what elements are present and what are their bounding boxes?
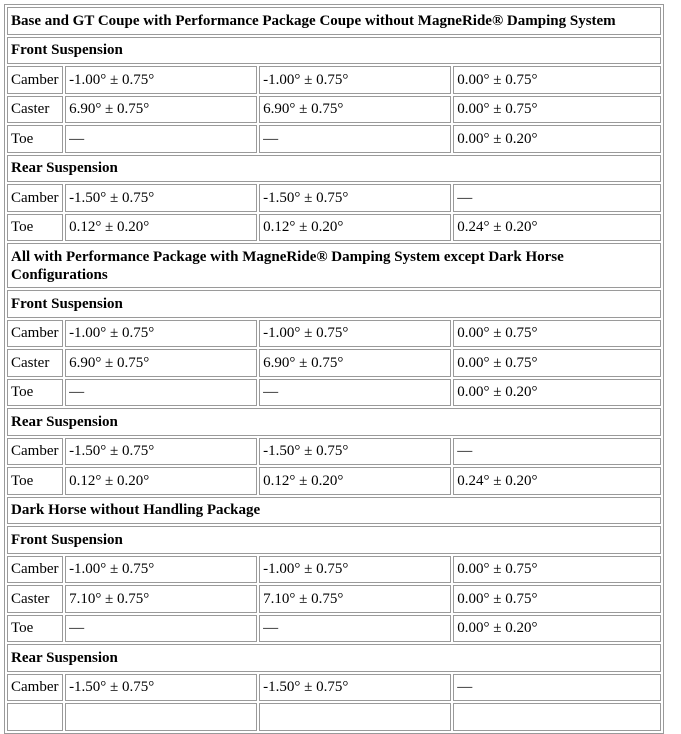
value-cell: 0.00° ± 0.75° <box>453 585 661 613</box>
table-row <box>7 320 661 348</box>
value-cell: 7.10° ± 0.75° <box>259 585 451 613</box>
table-row <box>7 379 661 407</box>
subsection-heading-row <box>7 408 661 436</box>
param-label: Caster <box>7 96 63 124</box>
param-label: Camber <box>7 556 63 584</box>
value-cell: — <box>259 615 451 643</box>
table-row <box>7 556 661 584</box>
value-cell: 0.00° ± 0.75° <box>453 320 661 348</box>
front-suspension-heading: Front Suspension <box>7 526 661 554</box>
value-cell: -1.50° ± 0.75° <box>259 184 451 212</box>
value-cell: — <box>259 125 451 153</box>
value-cell: 0.00° ± 0.75° <box>453 556 661 584</box>
table-row <box>7 674 661 702</box>
value-cell: 0.00° ± 0.20° <box>453 125 661 153</box>
value-cell: — <box>259 379 451 407</box>
table-row <box>7 585 661 613</box>
value-cell <box>453 703 661 731</box>
param-label: Toe <box>7 467 63 495</box>
param-label: Camber <box>7 66 63 94</box>
table-row <box>7 467 661 495</box>
subsection-heading-row <box>7 290 661 318</box>
subsection-heading-row <box>7 37 661 65</box>
value-cell: 0.24° ± 0.20° <box>453 467 661 495</box>
value-cell: 0.12° ± 0.20° <box>65 467 257 495</box>
value-cell: -1.50° ± 0.75° <box>65 438 257 466</box>
param-label: Toe <box>7 125 63 153</box>
value-cell <box>65 703 257 731</box>
value-cell: -1.50° ± 0.75° <box>259 674 451 702</box>
param-label: Toe <box>7 214 63 242</box>
table-row <box>7 214 661 242</box>
value-cell: 0.00° ± 0.20° <box>453 615 661 643</box>
value-cell: -1.50° ± 0.75° <box>65 674 257 702</box>
table-row <box>7 438 661 466</box>
value-cell: 0.00° ± 0.20° <box>453 379 661 407</box>
value-cell: -1.50° ± 0.75° <box>259 438 451 466</box>
value-cell: 6.90° ± 0.75° <box>65 349 257 377</box>
param-label: Toe <box>7 379 63 407</box>
value-cell <box>259 703 451 731</box>
value-cell: — <box>65 615 257 643</box>
value-cell: -1.00° ± 0.75° <box>65 320 257 348</box>
value-cell: -1.00° ± 0.75° <box>259 66 451 94</box>
value-cell: 6.90° ± 0.75° <box>259 349 451 377</box>
subsection-heading-row <box>7 644 661 672</box>
value-cell: — <box>65 379 257 407</box>
value-cell: — <box>453 438 661 466</box>
value-cell: 0.00° ± 0.75° <box>453 349 661 377</box>
value-cell: -1.50° ± 0.75° <box>65 184 257 212</box>
front-suspension-heading: Front Suspension <box>7 37 661 65</box>
table-row <box>7 703 661 731</box>
value-cell: -1.00° ± 0.75° <box>259 320 451 348</box>
value-cell: 0.12° ± 0.20° <box>259 467 451 495</box>
value-cell: 0.00° ± 0.75° <box>453 96 661 124</box>
subsection-heading-row <box>7 526 661 554</box>
config-heading-row <box>7 243 661 288</box>
param-label: Camber <box>7 320 63 348</box>
rear-suspension-heading: Rear Suspension <box>7 155 661 183</box>
param-label: Camber <box>7 674 63 702</box>
value-cell: -1.00° ± 0.75° <box>65 66 257 94</box>
value-cell: 7.10° ± 0.75° <box>65 585 257 613</box>
rear-suspension-heading: Rear Suspension <box>7 644 661 672</box>
value-cell: — <box>453 184 661 212</box>
table-row <box>7 66 661 94</box>
alignment-spec-table <box>4 4 664 734</box>
table-row <box>7 96 661 124</box>
value-cell: 0.12° ± 0.20° <box>65 214 257 242</box>
value-cell: — <box>65 125 257 153</box>
value-cell: -1.00° ± 0.75° <box>65 556 257 584</box>
value-cell: 6.90° ± 0.75° <box>259 96 451 124</box>
param-label: Caster <box>7 349 63 377</box>
value-cell: -1.00° ± 0.75° <box>259 556 451 584</box>
param-label: Caster <box>7 585 63 613</box>
value-cell: — <box>453 674 661 702</box>
value-cell: 0.24° ± 0.20° <box>453 214 661 242</box>
subsection-heading-row <box>7 155 661 183</box>
param-label: Camber <box>7 438 63 466</box>
param-label: Toe <box>7 615 63 643</box>
config-heading: Base and GT Coupe with Performance Package Coupe without MagneRide® Damping System <box>7 7 661 35</box>
front-suspension-heading: Front Suspension <box>7 290 661 318</box>
config-heading-row <box>7 7 661 35</box>
config-heading-row <box>7 497 661 525</box>
table-row <box>7 125 661 153</box>
table-row <box>7 184 661 212</box>
param-label <box>7 703 63 731</box>
value-cell: 0.00° ± 0.75° <box>453 66 661 94</box>
table-row <box>7 349 661 377</box>
rear-suspension-heading: Rear Suspension <box>7 408 661 436</box>
alignment-spec-container <box>4 4 664 734</box>
table-row <box>7 615 661 643</box>
config-heading: All with Performance Package with MagneRide® Damping System except Dark Horse Configurations <box>7 243 661 288</box>
value-cell: 6.90° ± 0.75° <box>65 96 257 124</box>
param-label: Camber <box>7 184 63 212</box>
config-heading: Dark Horse without Handling Package <box>7 497 661 525</box>
value-cell: 0.12° ± 0.20° <box>259 214 451 242</box>
